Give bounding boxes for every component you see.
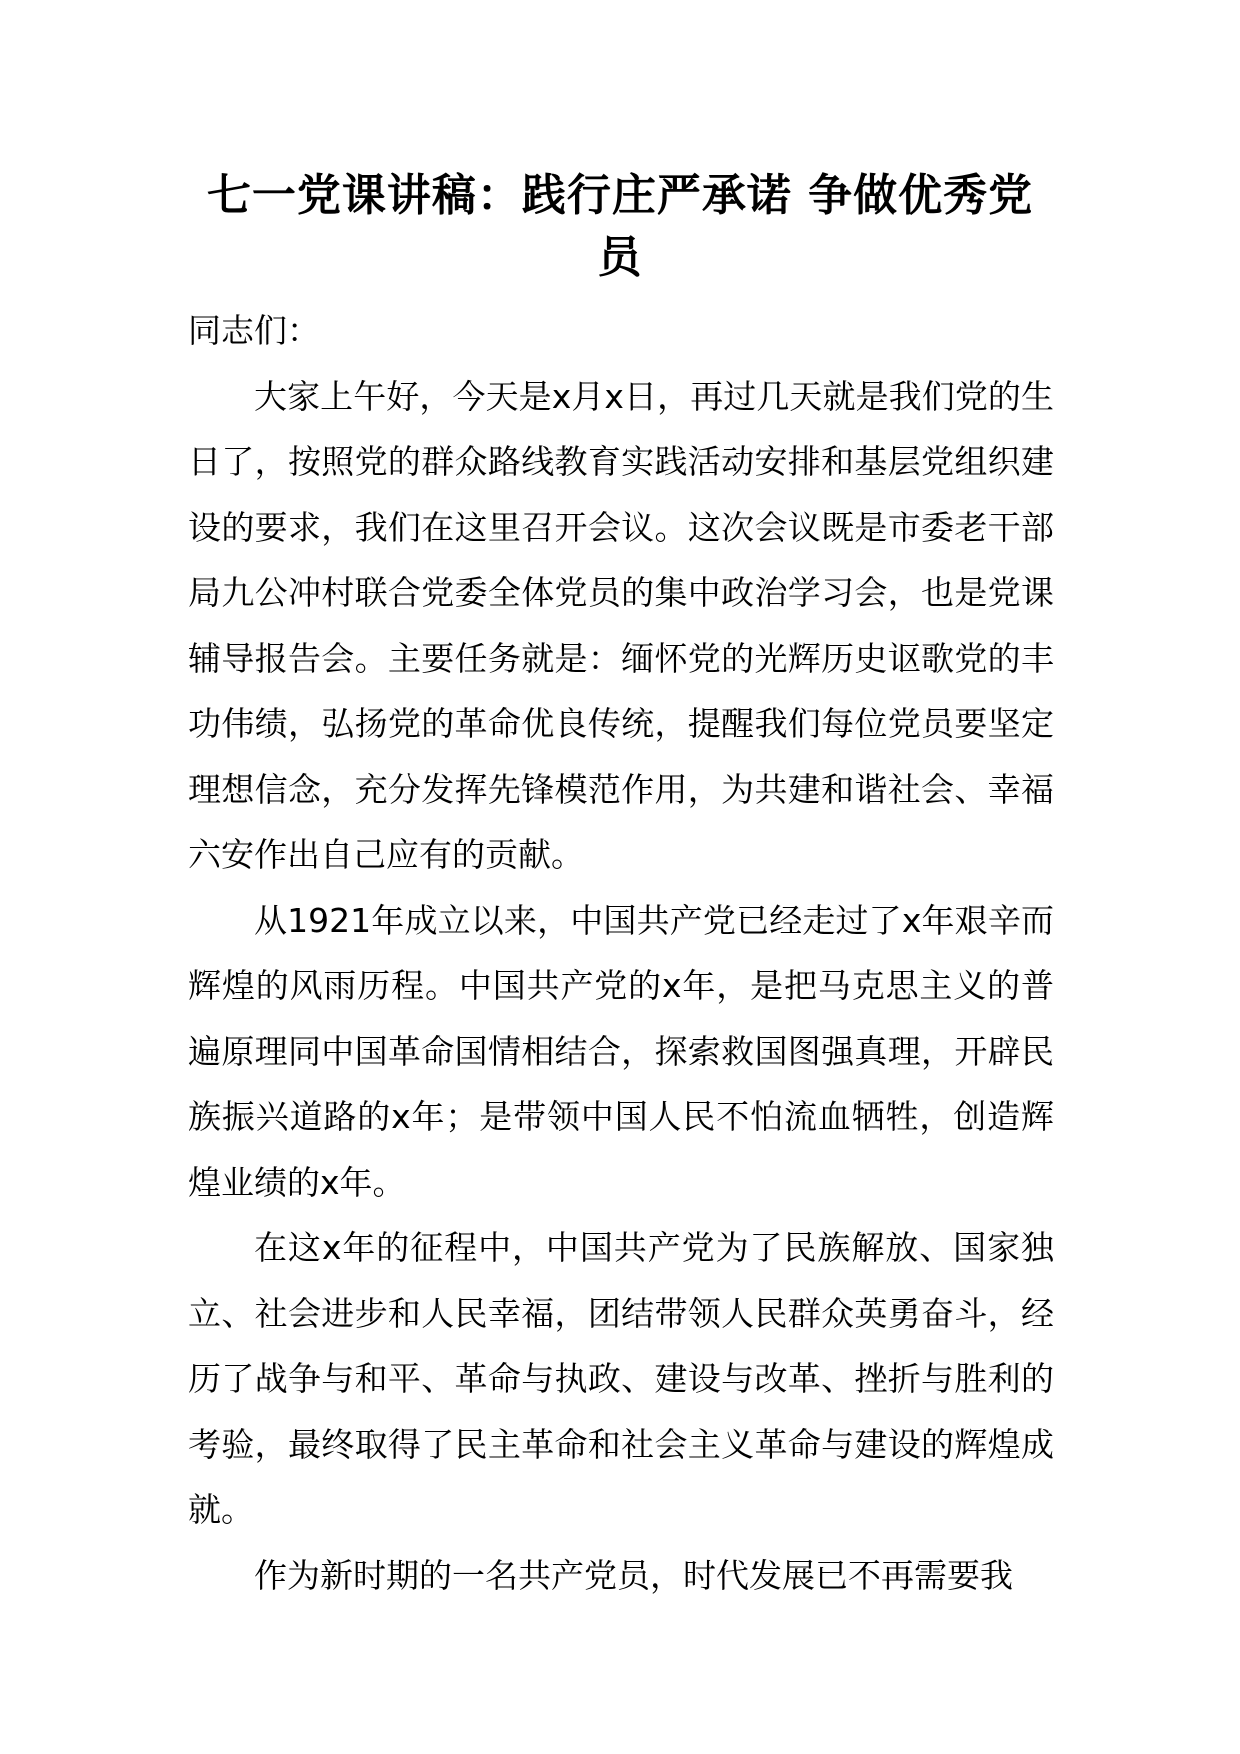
paragraph-1: 大家上午好，今天是x月x日，再过几天就是我们党的生日了，按照党的群众路线教育实践活动安排和基层党组织建设的要求，我们在这里召开会议。这次会议既是市委老干部局九公冲村联合党委全体党员的集中政治学习会，也是党课辅导报告会。主要任务就是：缅怀党的光辉历史讴歌党的丰功伟绩，弘扬党的革命优良传统，提醒我们每位党员要坚定理想信念，充分发挥先锋模范作用，为共建和谐社会、幸福六安作出自己应有的贡献。 bbox=[188, 376, 1054, 874]
document-body bbox=[188, 298, 1054, 1608]
document-title: 七一党课讲稿：践行庄严承诺 争做优秀党员 bbox=[206, 170, 1034, 283]
paragraph-4: 作为新时期的一名共产党员，时代发展已不再需要我 bbox=[254, 1555, 1013, 1595]
salutation: 同志们： bbox=[188, 311, 320, 350]
paragraph-3: 在这x年的征程中，中国共产党为了民族解放、国家独立、社会进步和人民幸福，团结带领人民群众英勇奋斗，经历了战争与和平、革命与执政、建设与改革、挫折与胜利的考验，最终取得了民主革命和社会主义革命与建设的辉煌成就。 bbox=[188, 1228, 1054, 1529]
paragraph-2: 从1921年成立以来，中国共产党已经走过了x年艰辛而辉煌的风雨历程。中国共产党的x年，是把马克思主义的普遍原理同中国革命国情相结合，探索救国图强真理，开辟民族振兴道路的x年；是带领中国人民不怕流血牺牲，创造辉煌业绩的x年。 bbox=[188, 900, 1054, 1202]
